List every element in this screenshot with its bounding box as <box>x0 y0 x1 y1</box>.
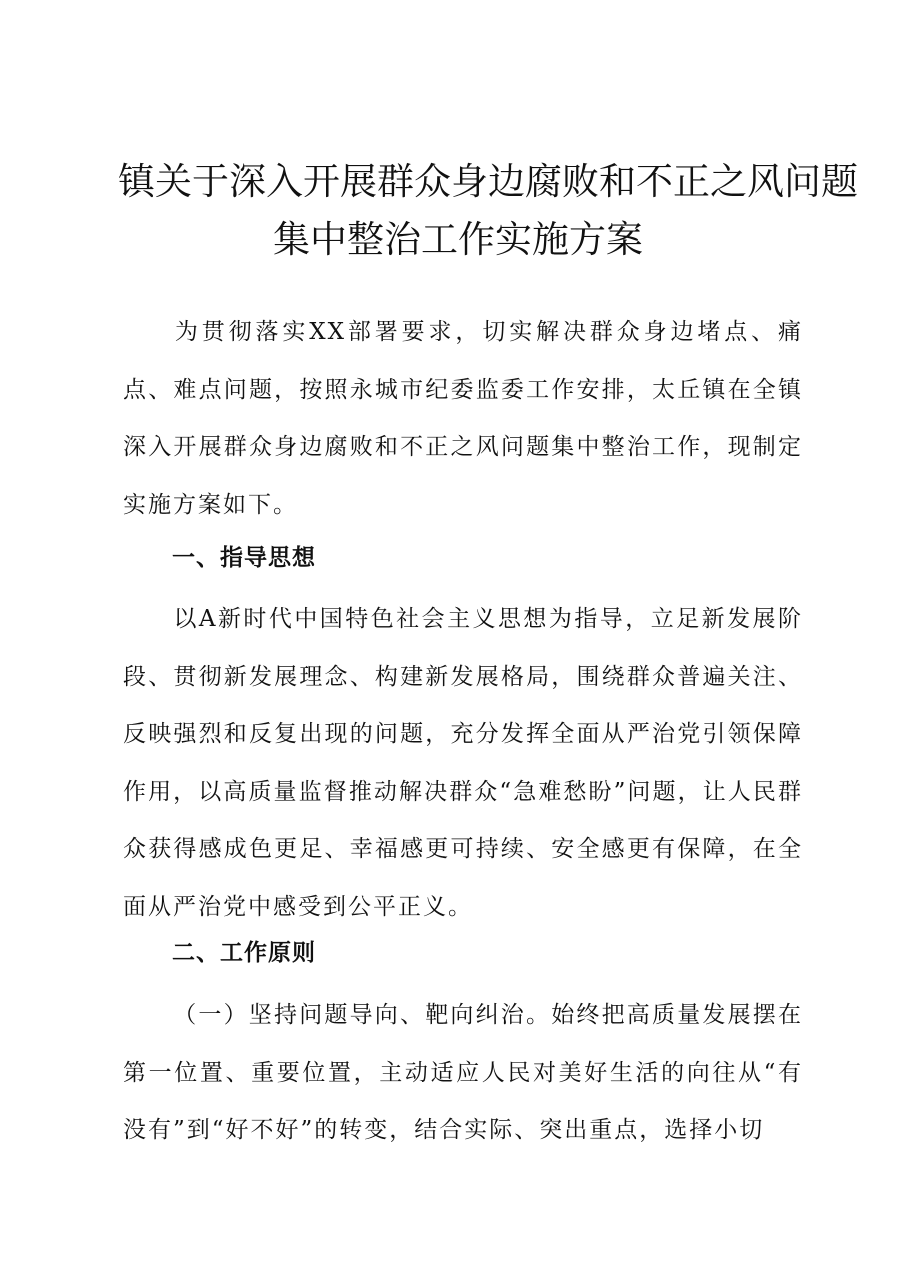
work-principle-paragraph-text: （一）坚持问题导向、靶向纠治。始终把高质量发展摆在第一位置、重要位置，主动适应人民对美好生活的向往从“有没有”到“好不好”的转变，结合实际、突出重点，选择小切 <box>123 1002 803 1143</box>
work-principle-paragraph <box>123 987 803 1160</box>
guiding-ideology-paragraph <box>123 591 803 936</box>
document-title-line-1: 镇关于深入开展群众身边腐败和不正之风问题 <box>118 160 858 203</box>
section-heading-guiding-ideology: 一、指导思想 <box>172 545 316 571</box>
guiding-ideology-paragraph-text: 以A新时代中国特色社会主义思想为指导，立足新发展阶段、贯彻新发展理念、构建新发展格局，围绕群众普遍关注、反映强烈和反复出现的问题，充分发挥全面从严治党引领保障作用，以高质量监督推动解决群众“急难愁盼”问题，让人民群众获得感成色更足、幸福感更可持续、安全感更有保障，在全面从严治党中感受到公平正义。 <box>123 606 803 920</box>
intro-paragraph <box>123 304 803 534</box>
intro-paragraph-text: 为贯彻落实XX部署要求，切实解决群众身边堵点、痛点、难点问题，按照永城市纪委监委工作安排，太丘镇在全镇深入开展群众身边腐败和不正之风问题集中整治工作，现制定实施方案如下。 <box>123 319 803 518</box>
section-heading-work-principles: 二、工作原则 <box>172 940 316 966</box>
document-title-line-2: 集中整治工作实施方案 <box>273 218 643 261</box>
